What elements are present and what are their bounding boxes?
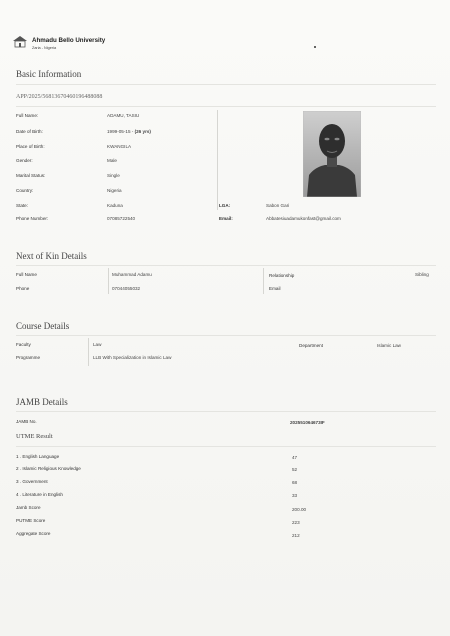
subject-label: 3 . Government (16, 479, 48, 484)
department-label: Department (299, 343, 324, 348)
state-label: State: (16, 203, 29, 208)
subject-score: 52 (292, 467, 298, 472)
kin-relationship-value: Sibling (415, 272, 429, 277)
email-label: Email: (219, 216, 233, 221)
subject-score: 33 (292, 493, 298, 498)
programme-value: LLB With Specialization in Islamic Law (93, 355, 172, 360)
jamb-details-title: JAMB Details (16, 397, 68, 407)
jamb-no-value: 202551064673IF (290, 420, 325, 425)
divider (16, 411, 436, 412)
applicant-photo (303, 111, 361, 197)
utme-result-title: UTME Result (16, 433, 53, 440)
subject-label: 4 . Literature in English (16, 492, 63, 497)
phone-number-value: 07085722540 (107, 216, 136, 221)
putme-score-value: 223 (292, 520, 300, 525)
department-value: Islamic Law (377, 343, 401, 348)
jamb-score-label: Jamb Score (16, 505, 41, 510)
application-id: APP/2025/56813670460196488088 (16, 94, 103, 100)
subject-score: 68 (292, 480, 298, 485)
column-divider (108, 268, 109, 294)
faculty-value: Law (93, 342, 102, 347)
subject-label: 2 . Islamic Religious Knowledge (16, 466, 81, 471)
marital-status-label: Marital Status: (16, 173, 46, 178)
programme-label: Programme (16, 355, 40, 360)
place-of-birth-label: Place of Birth: (16, 144, 45, 149)
phone-number-label: Phone Number: (16, 216, 49, 221)
gender-label: Gender: (16, 158, 33, 163)
faculty-label: Faculty (16, 342, 31, 347)
state-value: Kaduna (107, 203, 123, 208)
lga-value: Sabon Gari (266, 203, 290, 208)
aggregate-score-label: Aggregate Score (16, 531, 51, 536)
basic-info-title: Basic Information (16, 69, 82, 79)
country-label: Country: (16, 188, 34, 193)
subject-label: 1 . English Language (16, 454, 60, 459)
divider (16, 106, 436, 107)
divider (16, 446, 436, 447)
subject-score: 47 (292, 455, 298, 460)
email-value: Abbatesiuadamukonfast@gmail.com (266, 216, 341, 221)
kin-name-label: Full Name (16, 272, 37, 277)
university-name: Ahmadu Bello University (32, 37, 106, 44)
dob-value (107, 129, 151, 134)
university-logo-icon (13, 36, 27, 48)
dob-date: 1999-05-15 - (107, 129, 134, 134)
place-of-birth-value: KWANGILA (107, 144, 132, 149)
kin-phone-value: 07044055032 (112, 286, 141, 291)
gender-value: Male (107, 158, 117, 163)
full-name-label: Full Name: (16, 113, 39, 118)
kin-phone-label: Phone (16, 286, 30, 291)
kin-email-label: Email (269, 286, 281, 291)
course-details-title: Course Details (16, 321, 70, 331)
dob-label: Date of Birth: (16, 129, 43, 134)
dob-age: (26 yrs) (134, 129, 151, 134)
dot-mark (314, 46, 316, 48)
jamb-no-label: JAMB No. (16, 419, 37, 424)
column-divider (217, 110, 218, 210)
divider (16, 84, 436, 85)
next-of-kin-title: Next of Kin Details (16, 251, 87, 261)
divider (16, 265, 436, 266)
aggregate-score-value: 212 (292, 533, 300, 538)
putme-score-label: PUTME Score (16, 518, 46, 523)
lga-label: LGA: (219, 203, 231, 208)
column-divider (263, 268, 264, 294)
university-location: Zaria - Nigeria (32, 46, 57, 50)
kin-name-value: Muhammad Adamu (112, 272, 152, 277)
full-name-value: ADAMU, TASIU (107, 113, 140, 118)
marital-status-value: Single (107, 173, 120, 178)
divider (16, 335, 436, 336)
country-value: Nigeria (107, 188, 122, 193)
kin-relationship-label: Relationship (269, 273, 295, 278)
column-divider (88, 338, 89, 366)
jamb-score-value: 200.00 (292, 507, 307, 512)
